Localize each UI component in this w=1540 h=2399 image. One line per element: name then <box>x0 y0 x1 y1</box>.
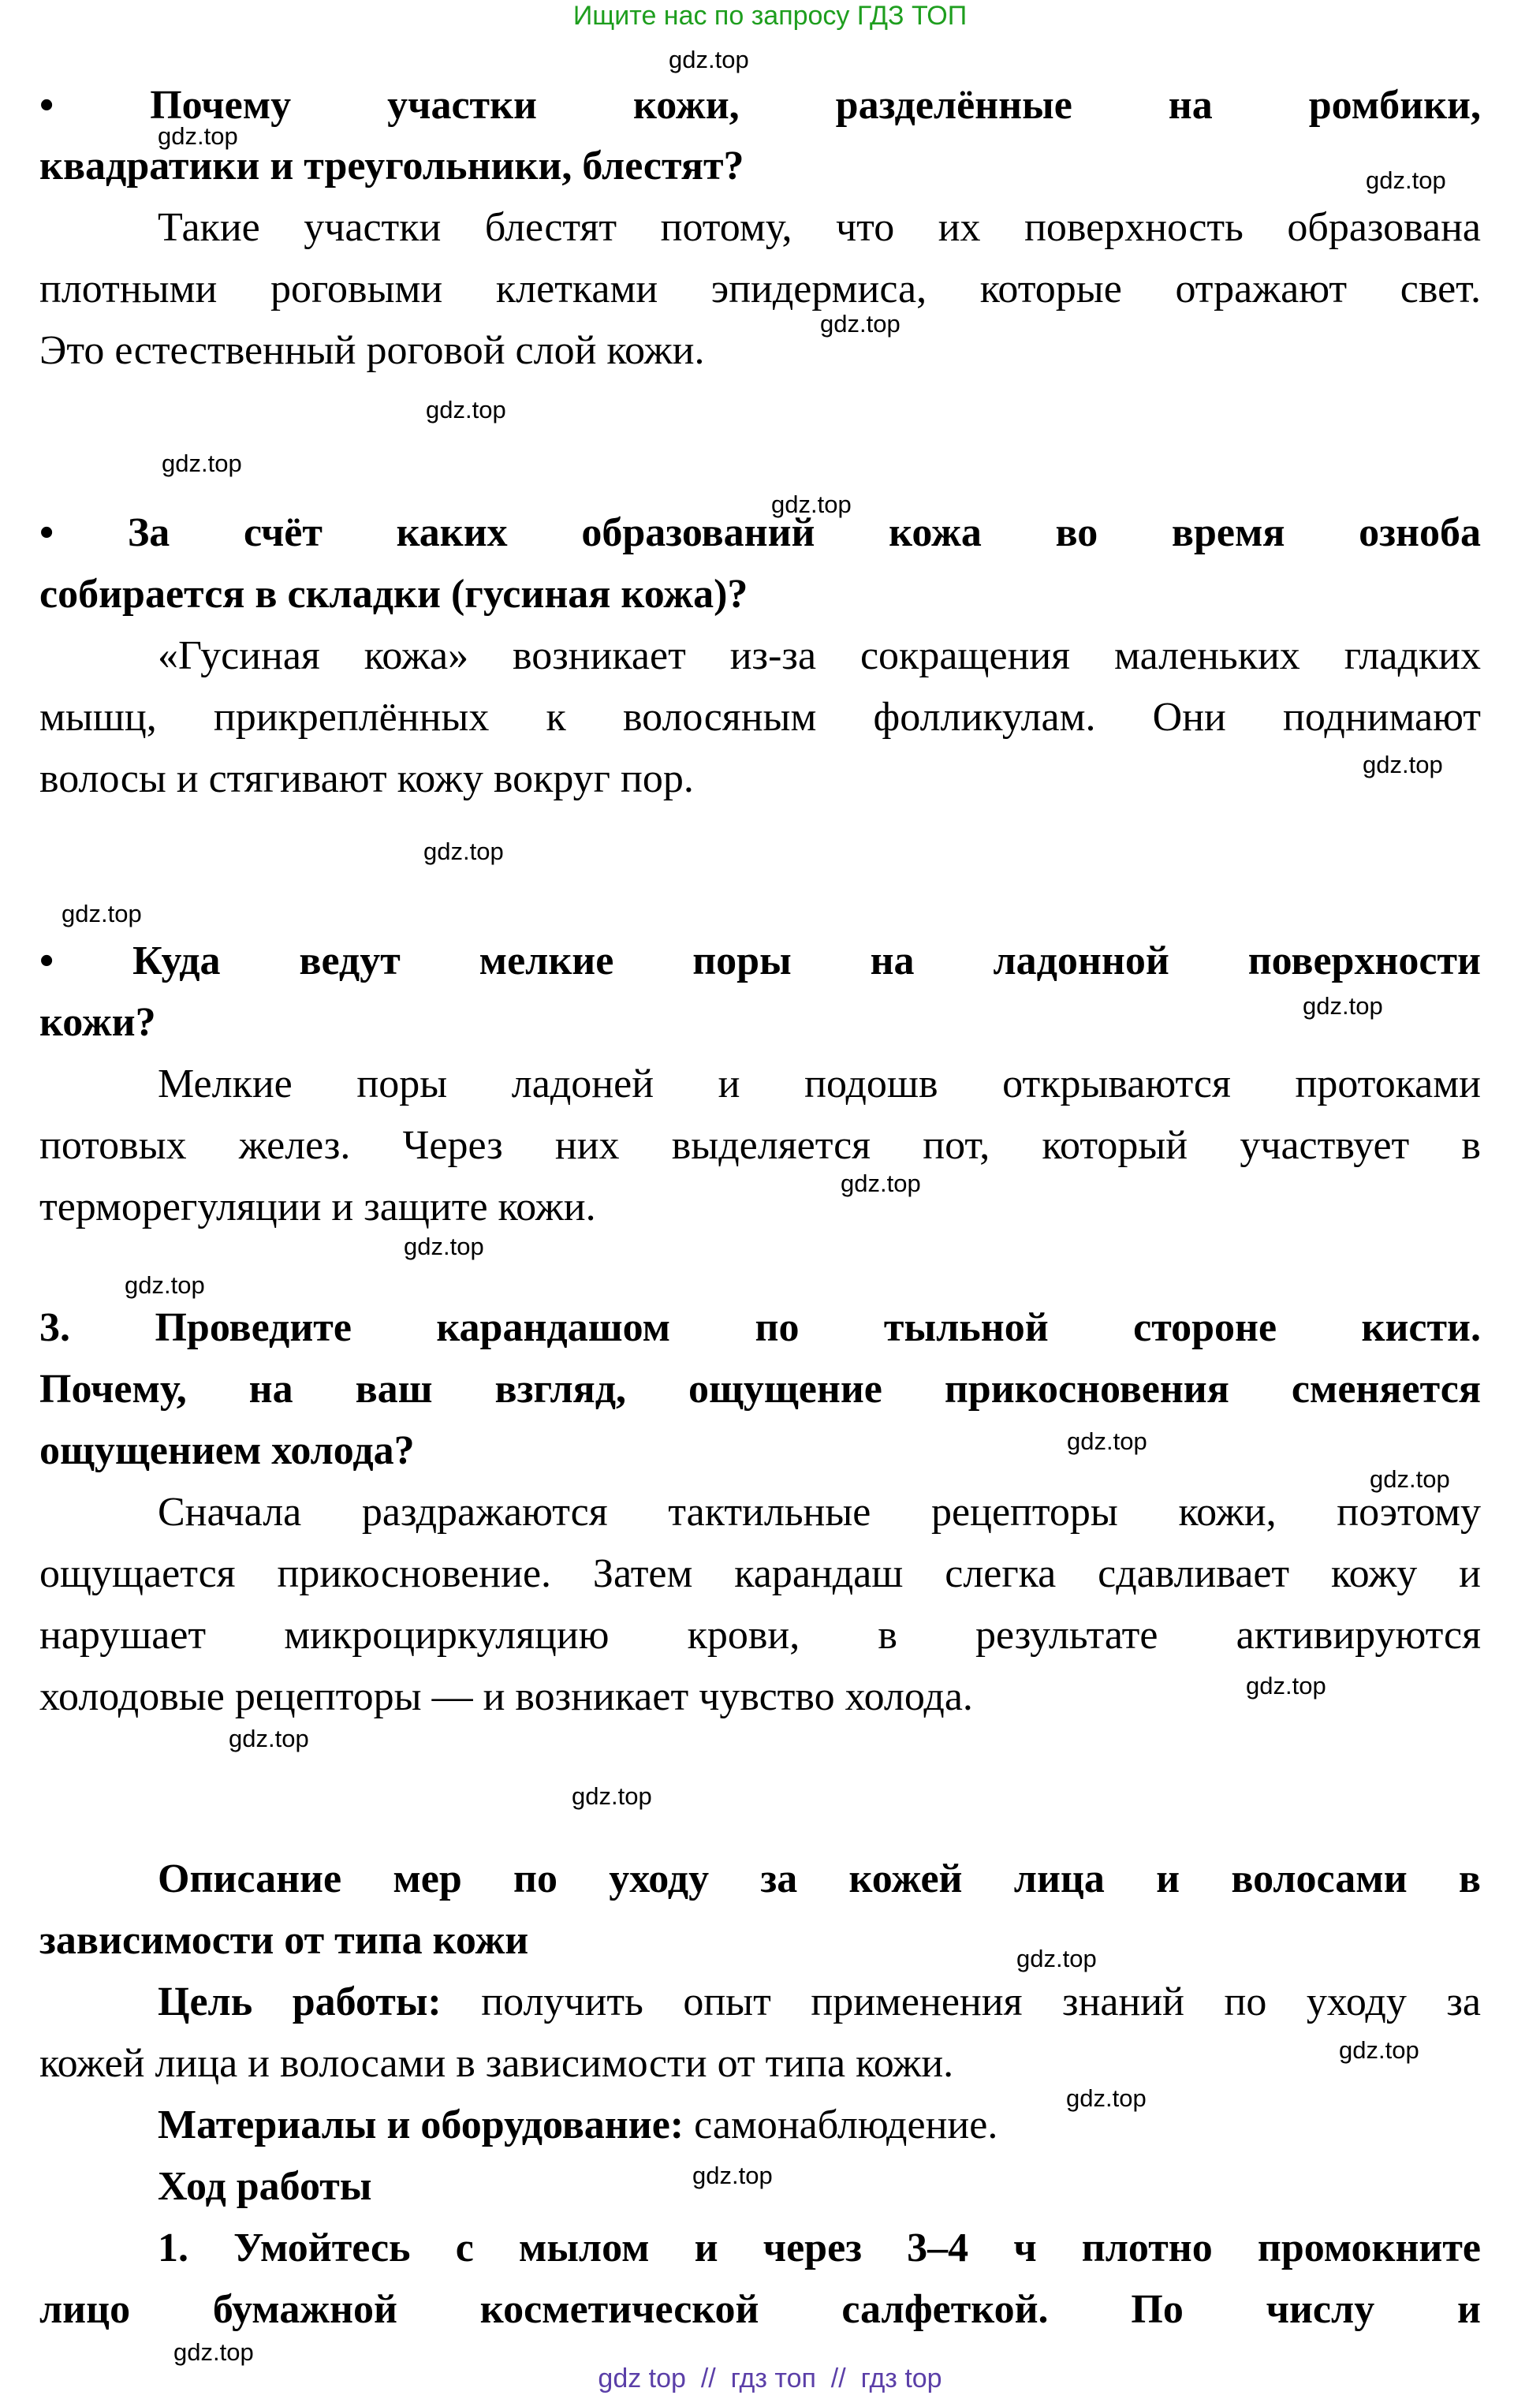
watermark: gdz.top <box>572 1782 652 1810</box>
answer-goosebumps-1: «Гусиная кожа» возникает из-за сокращения маленьких гладких <box>158 633 1481 678</box>
watermark: gdz.top <box>1066 2084 1147 2112</box>
footer-link-gdz-top[interactable]: gdz top <box>598 2364 686 2393</box>
watermark: gdz.top <box>125 1271 205 1299</box>
watermark: gdz.top <box>158 122 238 150</box>
question-goosebumps: • За счёт каких образований кожа во время озноба <box>39 510 1481 555</box>
watermark: gdz.top <box>426 396 506 423</box>
question-pores-cont: кожи? <box>39 1000 156 1045</box>
answer-pencil-1: Сначала раздражаются тактильные рецепторы кожи, поэтому <box>158 1490 1481 1535</box>
answer-pores-2: потовых желез. Через них выделяется пот, который участвует в <box>39 1123 1481 1168</box>
watermark: gdz.top <box>423 838 504 865</box>
lab-materials-label: Материалы и оборудование: <box>158 2102 684 2147</box>
question-pencil-cont: Почему, на ваш взгляд, ощущение прикосновения сменяется <box>39 1367 1481 1412</box>
question-pencil: 3. Проведите карандашом по тыльной стороне кисти. <box>39 1305 1481 1350</box>
watermark: gdz.top <box>1016 1945 1097 1972</box>
answer-pencil-4: холодовые рецепторы — и возникает чувство холода. <box>39 1674 973 1719</box>
lab-step-1: 1. Умойтесь с мылом и через 3–4 ч плотно промокните <box>158 2226 1481 2270</box>
question-shine: • Почему участки кожи, разделённые на ромбики, <box>39 83 1481 128</box>
footer-separator: // <box>815 2364 861 2393</box>
watermark: gdz.top <box>1303 992 1383 1020</box>
watermark: gdz.top <box>1370 1465 1450 1493</box>
lab-goal-cont: кожей лица и волосами в зависимости от типа кожи. <box>39 2041 954 2086</box>
watermark: gdz.top <box>1363 751 1443 778</box>
answer-goosebumps-2: мышц, прикреплённых к волосяным фолликулам. Они поднимают <box>39 695 1481 740</box>
answer-pencil-3: нарушает микроциркуляцию крови, в результате активируются <box>39 1613 1481 1658</box>
answer-goosebumps-3: волосы и стягивают кожу вокруг пор. <box>39 756 694 801</box>
footer-separator: // <box>685 2364 731 2393</box>
watermark: gdz.top <box>173 2338 254 2366</box>
lab-goal <box>39 1978 1481 2027</box>
watermark: gdz.top <box>669 46 749 73</box>
lab-goal-text: получить опыт применения знаний по уходу за <box>481 1979 1481 2024</box>
lab-step-1-cont: лицо бумажной косметической салфеткой. По числу и <box>39 2287 1481 2332</box>
question-goosebumps-cont: собирается в складки (гусиная кожа)? <box>39 572 748 617</box>
answer-pores-1: Мелкие поры ладоней и подошв открываются протоками <box>158 1061 1481 1106</box>
footer-link-gdz-top-ru[interactable]: гдз топ <box>730 2364 816 2393</box>
lab-title: Описание мер по уходу за кожей лица и волосами в <box>158 1856 1481 1901</box>
watermark: gdz.top <box>1067 1427 1147 1455</box>
watermark: gdz.top <box>1246 1672 1326 1699</box>
answer-pencil-2: ощущается прикосновение. Затем карандаш слегка сдавливает кожу и <box>39 1551 1481 1596</box>
lab-procedure-heading: Ход работы <box>158 2164 372 2209</box>
watermark: gdz.top <box>404 1233 484 1260</box>
answer-shine-1: Такие участки блестят потому, что их поверхность образована <box>158 205 1481 250</box>
watermark: gdz.top <box>162 450 242 477</box>
lab-title-cont: зависимости от типа кожи <box>39 1918 529 1963</box>
watermark: gdz.top <box>229 1725 309 1752</box>
question-shine-cont: квадратики и треугольники, блестят? <box>39 144 744 188</box>
lab-goal-label: Цель работы: <box>158 1979 442 2024</box>
lab-materials <box>39 2101 1481 2150</box>
footer-link-gdz-top-mixed[interactable]: гдз top <box>860 2364 942 2393</box>
watermark: gdz.top <box>1366 166 1446 194</box>
watermark: gdz.top <box>692 2162 773 2189</box>
answer-shine-3: Это естественный роговой слой кожи. <box>39 328 705 373</box>
watermark: gdz.top <box>62 900 142 927</box>
watermark: gdz.top <box>820 310 901 338</box>
lab-materials-text: самонаблюдение. <box>694 2102 998 2147</box>
answer-shine-2: плотными роговыми клетками эпидермиса, которые отражают свет. <box>39 267 1481 312</box>
watermark: gdz.top <box>841 1170 921 1197</box>
footer-links <box>0 2363 1540 2394</box>
question-pencil-end: ощущением холода? <box>39 1428 415 1473</box>
watermark: gdz.top <box>771 491 852 518</box>
watermark: gdz.top <box>1339 2036 1419 2064</box>
top-banner[interactable]: Ищите нас по запросу ГДЗ ТОП <box>572 1 968 31</box>
answer-pores-3: терморегуляции и защите кожи. <box>39 1185 596 1229</box>
question-pores: • Куда ведут мелкие поры на ладонной поверхности <box>39 938 1481 983</box>
